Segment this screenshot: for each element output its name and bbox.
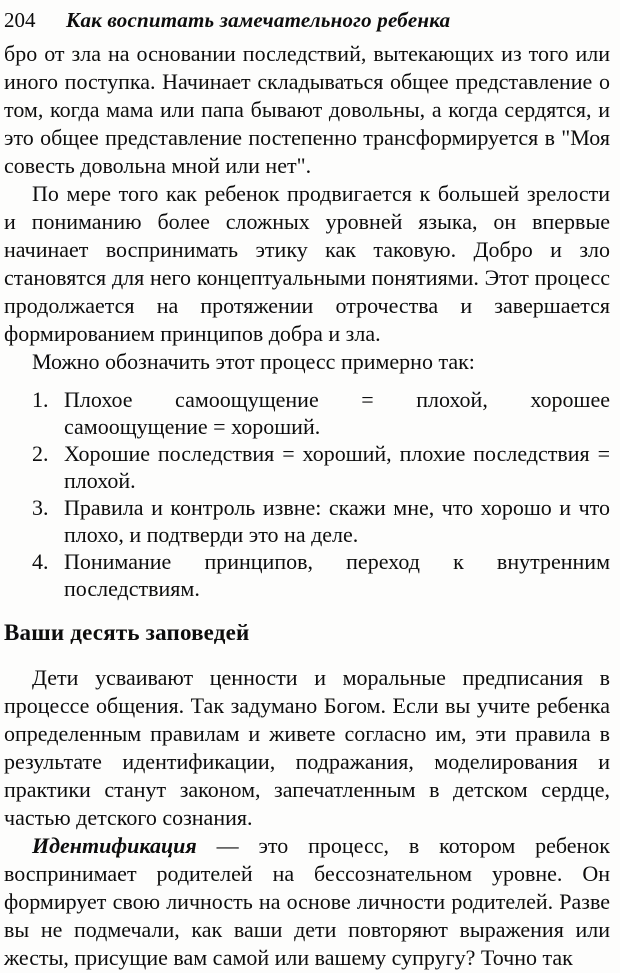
list-item-number: 2. — [32, 441, 49, 466]
section-heading: Ваши десять заповедей — [4, 620, 250, 645]
paragraph-maturity: По мере того как ребенок продвигается к большей зрелости и пониманию более сложных уровней языка, он впервые начинает воспринимать этику как таковую. Добро и зло становятся для него концептуальными понятиями. Этот процесс продолжается на протяжении отрочества и завершается формированием принципов добра и зла. — [4, 181, 610, 346]
list-item-number: 1. — [32, 387, 49, 412]
paragraph-values: Дети усваивают ценности и моральные предписания в процессе общения. Так задумано Богом. Если вы учите ребенка определенным правилам и живете согласно им, эти правила в результате идентификации, подражания, моделирования и практики станут законом, запечатленным в детском сердце, частью детского сознания. — [4, 665, 610, 830]
running-title: Как воспитать замечательного ребенка — [66, 8, 451, 32]
paragraph-identification — [4, 832, 610, 972]
identification-term: Идентификация — [32, 833, 197, 858]
page-number: 204 — [4, 8, 36, 32]
list-item-number: 3. — [32, 495, 49, 520]
paragraph-list-intro: Можно обозначить этот процесс примерно так: — [32, 349, 475, 374]
paragraph-continuation: бро от зла на основании последствий, вытекающих из того или иного поступка. Начинает складываться общее представление о том, когда мама или папа бывают довольны, а когда сердятся, и это общее представление постепенно трансформируется в "Моя совесть довольна мной или нет". — [4, 41, 610, 178]
list-item-text: Понимание принципов, переход к внутренним последствиям. — [64, 549, 610, 601]
list-item — [4, 386, 610, 440]
page-header — [4, 6, 610, 34]
numbered-list — [4, 386, 610, 602]
list-item-text: Хорошие последствия = хороший, плохие последствия = плохой. — [64, 441, 610, 493]
list-item-number: 4. — [32, 549, 49, 574]
paragraph-identification-text: — это процесс, в котором ребенок воспринимает родителей на бессознательном уровне. Он формирует свою личность на основе личности родителей. Разве вы не подмечали, как ваши дети повторяют выражения или жесты, присущие вам самой или вашему супругу? Точно так — [4, 833, 610, 970]
list-item-text: Плохое самоощущение = плохой, хорошее самоощущение = хороший. — [64, 387, 610, 439]
list-item-text: Правила и контроль извне: скажи мне, что хорошо и что плохо, и подтверди это на деле. — [64, 495, 610, 547]
list-item — [4, 494, 610, 548]
list-item — [4, 548, 610, 602]
list-item — [4, 440, 610, 494]
